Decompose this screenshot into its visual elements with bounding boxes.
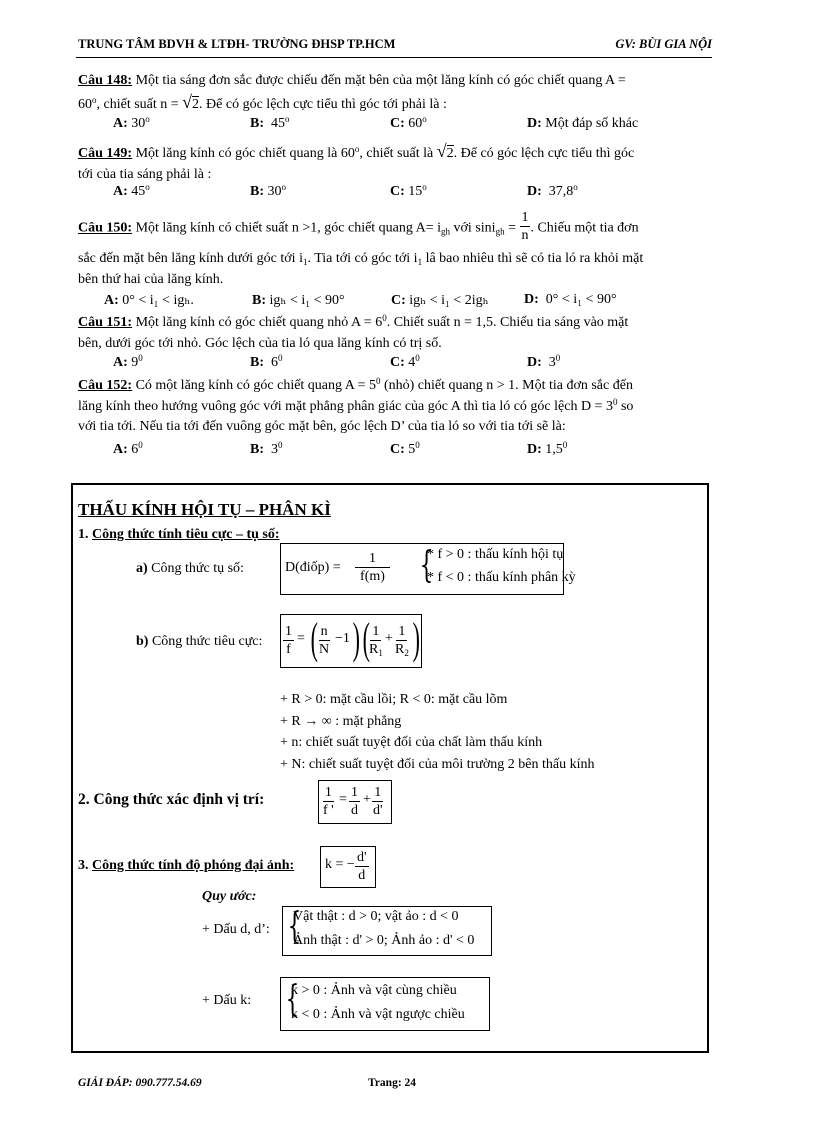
section-3-title: Công thức tính độ phóng đại ảnh: bbox=[92, 858, 295, 873]
sign-k-line2: k < 0 : Ảnh và vật ngược chiều bbox=[291, 1007, 465, 1022]
option-key: B: bbox=[250, 184, 264, 199]
sign-k-line1: k > 0 : Ảnh và vật cùng chiều bbox=[291, 983, 457, 998]
question-149: Câu 149: Một lăng kính có góc chiết quang là 60$^o$, chiết suất là √2. Để có góc lệch cực tiểu thì góc tới của tia sáng phải là : bbox=[78, 141, 635, 182]
option-value: 1,5 bbox=[545, 442, 563, 457]
option-value: 6 bbox=[131, 442, 139, 457]
question-text: lăng kính theo hướng vuông góc với mặt phẳng phân giác của góc A thì tia ló có góc lệch D = 3 bbox=[78, 398, 613, 414]
option-key: C: bbox=[390, 184, 405, 199]
section-1-heading: 1. Công thức tính tiêu cực – tụ số: bbox=[78, 527, 280, 542]
formula-a-case1: * f > 0 : thấu kính hội tụ bbox=[427, 547, 564, 562]
question-text: so bbox=[617, 398, 634, 414]
option-value: 0° < i₁ < 90° bbox=[545, 292, 617, 307]
option-key: B: bbox=[252, 293, 266, 308]
question-150-cont: sắc đến mặt bên lăng kính dưới góc tới $i_1$. Tia tới có góc tới $i_1$ lâ bao nhiêu thì sẽ có tia ló ra khỏi mặt bên thứ hai của lăng kính. bbox=[78, 251, 644, 287]
fraction-denominator: f bbox=[286, 642, 291, 657]
option-value: igₕ < i₁ < 90° bbox=[269, 293, 345, 308]
fraction-denominator: d bbox=[351, 803, 358, 818]
sign-d-box: { Vật thật : d > 0; vật ảo : d < 0 Ảnh thật : d' > 0; Ảnh ảo : d' < 0 bbox=[282, 906, 492, 956]
option-value: 9 bbox=[131, 355, 139, 370]
option-value: igₕ < i₁ < 2igₕ bbox=[409, 293, 489, 308]
sqrt-value: 2 bbox=[192, 96, 200, 112]
question-text: Một tia sáng đơn sắc được chiếu đến mặt bên của một lăng kính có góc chiết quang A = bbox=[132, 73, 626, 88]
formula-a-box: D(điốp) = $\frac{1}{f(m)}$ { * f > 0 : thấu kính hội tụ * f < 0 : thấu kính phân kỳ bbox=[280, 543, 564, 595]
option-value: 37,8 bbox=[548, 184, 574, 199]
option-key: D: bbox=[527, 442, 542, 457]
options-152: A: $6^0$ B: $3^0$ C: $5^0$ D: $1,5^0$ bbox=[113, 440, 568, 457]
header-left: TRUNG TÂM BDVH & LTĐH- TRƯỜNG ĐHSP TP.HCM bbox=[78, 37, 396, 51]
fraction-numerator: 1 bbox=[372, 624, 380, 639]
option-key: B: bbox=[250, 442, 264, 457]
formula-b-label: b) Công thức tiêu cực: bbox=[136, 634, 263, 649]
question-text: . Để có góc lệch cực tiểu thì góc tới phải là : bbox=[199, 96, 447, 112]
option-value: 6 bbox=[271, 355, 278, 370]
formula-3-lhs: k = − bbox=[325, 857, 355, 872]
fraction-denominator: R bbox=[395, 642, 405, 657]
sign-d-line1: Vật thật : d > 0; vật ảo : d < 0 bbox=[293, 909, 459, 924]
fraction-numerator: 1 bbox=[351, 785, 358, 800]
option-key: C: bbox=[390, 355, 405, 370]
fraction-denominator: d' bbox=[373, 803, 383, 818]
note-item: + R > 0: mặt cầu lồi; R < 0: mặt cầu lõm bbox=[280, 692, 508, 707]
question-148: Câu 148: Một tia sáng đơn sắc được chiếu đến mặt bên của một lăng kính có góc chiết quang A = $60^o$, chiết suất n = √2. Để có góc lệch cực tiểu thì góc tới phải là : bbox=[78, 73, 626, 112]
note-item: + R → ∞ : mặt phẳng bbox=[280, 713, 402, 729]
option-value: 15 bbox=[408, 184, 423, 199]
sqrt-value: 2 bbox=[446, 146, 454, 161]
option-key: B: bbox=[250, 116, 264, 131]
option-key: D: bbox=[527, 355, 542, 370]
formula-3-box bbox=[320, 846, 376, 888]
fraction-denominator: n bbox=[521, 228, 529, 243]
formula-a-case2: * f < 0 : thấu kính phân kỳ bbox=[427, 570, 576, 585]
minus-one: −1 bbox=[335, 631, 350, 646]
fraction-numerator: 1 bbox=[521, 210, 529, 225]
question-text: , chiết suất là bbox=[359, 146, 437, 161]
question-text: Có một lăng kính có góc chiết quang A = 5 bbox=[132, 378, 376, 393]
fraction-numerator: 1 bbox=[285, 624, 292, 639]
fraction-numerator: 1 bbox=[355, 550, 390, 568]
option-value: 3 bbox=[271, 442, 278, 457]
option-key: A: bbox=[113, 442, 128, 457]
section-3-heading: 3. Công thức tính độ phóng đại ảnh: bbox=[78, 858, 295, 873]
sign-k-label: + Dấu k: bbox=[202, 993, 252, 1008]
formula-a-label: a) Công thức tụ số: bbox=[136, 561, 244, 576]
section-1-title: Công thức tính tiêu cực – tụ số: bbox=[92, 527, 280, 542]
option-key: A: bbox=[104, 293, 119, 308]
options-148: A: 30$^o$ B: 45$^o$ C: 60$^o$ D: Một đáp số khác bbox=[113, 114, 639, 131]
formula-a-lhs: D(điốp) = bbox=[285, 560, 341, 575]
option-key: A: bbox=[113, 116, 128, 131]
question-text: Một lăng kính có góc chiết quang nhỏ A = 6 bbox=[132, 315, 383, 330]
option-key: A: bbox=[113, 355, 128, 370]
option-value: 45 bbox=[131, 184, 146, 199]
fraction-denominator: f ' bbox=[323, 803, 334, 818]
formula-notes bbox=[280, 689, 595, 776]
sign-d-line2: Ảnh thật : d' > 0; Ảnh ảo : d' < 0 bbox=[293, 933, 475, 948]
question-label: Câu 149: bbox=[78, 146, 133, 161]
fraction-numerator: 1 bbox=[398, 624, 406, 639]
option-key: C: bbox=[390, 442, 405, 457]
question-text: . Để có góc lệch cực tiểu thì góc bbox=[453, 146, 635, 161]
question-label: Câu 148: bbox=[78, 73, 133, 88]
option-value: 45 bbox=[271, 116, 285, 131]
note-item: + n: chiết suất tuyệt đối của chất làm thấu kính bbox=[280, 735, 543, 751]
options-151: A: $9^0$ B: $6^0$ C: $4^0$ D: $3^0$ bbox=[113, 353, 561, 370]
formula-b-box: $\frac{1}{f}$ = ( $\frac{n}{N}$ −1 ) ( $\frac{1}{R_1}$ + $\frac{1}{R_2}$ ) bbox=[280, 614, 422, 668]
fraction-numerator: 1 bbox=[324, 785, 332, 800]
question-text: = bbox=[504, 220, 520, 236]
question-text: . Chiếu một tia đơn bbox=[530, 220, 639, 236]
option-key: D: bbox=[527, 184, 542, 199]
option-value: Một đáp số khác bbox=[545, 116, 639, 131]
option-value: 5 bbox=[408, 442, 416, 457]
question-151: Câu 151: Một lăng kính có góc chiết quang nhỏ $A = 6^0$. Chiết suất n = 1,5. Chiếu tia sáng vào mặt bên, dưới góc tới nhỏ. Góc lệch của tia ló qua lăng kính có trị số. bbox=[78, 313, 629, 351]
question-text: sắc đến mặt bên lăng kính dưới góc tới i bbox=[78, 251, 303, 266]
option-value: 30 bbox=[131, 116, 146, 131]
convention-title: Quy ước: bbox=[202, 889, 257, 904]
question-label: Câu 152: bbox=[78, 378, 133, 393]
question-text: tới của tia sáng phải là : bbox=[78, 166, 212, 182]
header-right: GV: BÙI GIA NỘI bbox=[615, 37, 712, 51]
question-152: Câu 152: Có một lăng kính có góc chiết quang $A = 5^0$ (nhỏ) chiết quang n > 1. Một tia đơn sắc đến lăng kính theo hướng vuông góc với mặt phẳng phân giác của góc A thì tia ló có góc lệch $D = 3^0$ so với tia tới. Nếu tia tới đến vuông góc mặt bên, góc lệch D’ của tia ló so với tia tới sẽ là: bbox=[78, 376, 634, 434]
fraction-numerator: n bbox=[320, 624, 328, 639]
option-key: D: bbox=[524, 292, 539, 307]
question-text: với sini bbox=[450, 220, 496, 236]
option-value: 60 bbox=[408, 116, 423, 131]
formula-2-box: $\frac{1}{f '}$ = $\frac{1}{d}$ + $\frac{1}{d'}$ bbox=[318, 780, 392, 824]
note-item: + N: chiết suất tuyệt đối của môi trường 2 bên thấu kính bbox=[280, 757, 595, 773]
sign-k-box: { k > 0 : Ảnh và vật cùng chiều k < 0 : Ảnh và vật ngược chiều bbox=[280, 977, 490, 1031]
question-text: . Chiết suất n = 1,5. Chiếu tia sáng vào mặt bbox=[386, 315, 629, 330]
option-key: D: bbox=[527, 116, 542, 131]
question-text: 60 bbox=[78, 96, 92, 112]
header-divider bbox=[76, 57, 712, 58]
question-text: Một lăng kính có chiết suất n >1, góc chiết quang A= i bbox=[132, 220, 442, 236]
sign-d-label: + Dấu d, d’: bbox=[202, 922, 270, 937]
fraction-denominator: f(m) bbox=[360, 569, 385, 584]
option-value: 30 bbox=[267, 184, 282, 199]
question-label: Câu 151: bbox=[78, 315, 133, 330]
question-text: . Tia tới có góc tới i bbox=[307, 251, 418, 266]
options-150 bbox=[0, 292, 816, 312]
footer-page: Trang: 24 bbox=[368, 1077, 417, 1089]
option-value: 4 bbox=[408, 355, 416, 370]
option-key: C: bbox=[391, 293, 406, 308]
fraction-numerator: 1 bbox=[374, 785, 382, 800]
question-text: Một lăng kính có góc chiết quang là 60 bbox=[132, 146, 355, 161]
question-text: lâ bao nhiêu thì sẽ có tia ló ra khỏi mặt bbox=[422, 251, 644, 266]
section-2-heading: 2. Công thức xác định vị trí: bbox=[78, 791, 265, 808]
question-text: (nhỏ) chiết quang n > 1. Một tia đơn sắc đến bbox=[380, 378, 633, 393]
fraction-denominator: R bbox=[369, 642, 379, 657]
question-text: bên, dưới góc tới nhỏ. Góc lệch của tia ló qua lăng kính có trị số. bbox=[78, 335, 442, 351]
fraction-numerator: d' bbox=[357, 850, 367, 865]
fraction-denominator: d bbox=[358, 868, 366, 883]
option-value: 0° < i₁ < igₕ. bbox=[122, 293, 194, 308]
footer-contact: GIẢI ĐÁP: 090.777.54.69 bbox=[78, 1077, 202, 1089]
options-149: A: 45$^o$ B: 30$^o$ C: 15$^o$ D: 37,8$^o$ bbox=[113, 182, 578, 199]
question-150: Câu 150: Một lăng kính có chiết suất n >1, góc chiết quang $A= i_{gh}$ với sini$_{gh}$ = $\frac{1}{n}$ . Chiếu một tia đơn bbox=[78, 210, 639, 243]
question-text: , chiết suất n = bbox=[96, 96, 183, 112]
option-key: C: bbox=[390, 116, 405, 131]
option-value: 3 bbox=[548, 355, 556, 370]
option-key: B: bbox=[250, 355, 264, 370]
fraction-denominator: N bbox=[319, 642, 330, 657]
question-label: Câu 150: bbox=[78, 220, 133, 236]
section-title: THẤU KÍNH HỘI TỤ – PHÂN KÌ bbox=[78, 500, 331, 519]
option-key: A: bbox=[113, 184, 128, 199]
question-text: bên thứ hai của lăng kính. bbox=[78, 271, 224, 287]
question-text: với tia tới. Nếu tia tới đến vuông góc mặt bên, góc lệch D’ của tia ló so với tia tới sẽ là: bbox=[78, 419, 566, 434]
